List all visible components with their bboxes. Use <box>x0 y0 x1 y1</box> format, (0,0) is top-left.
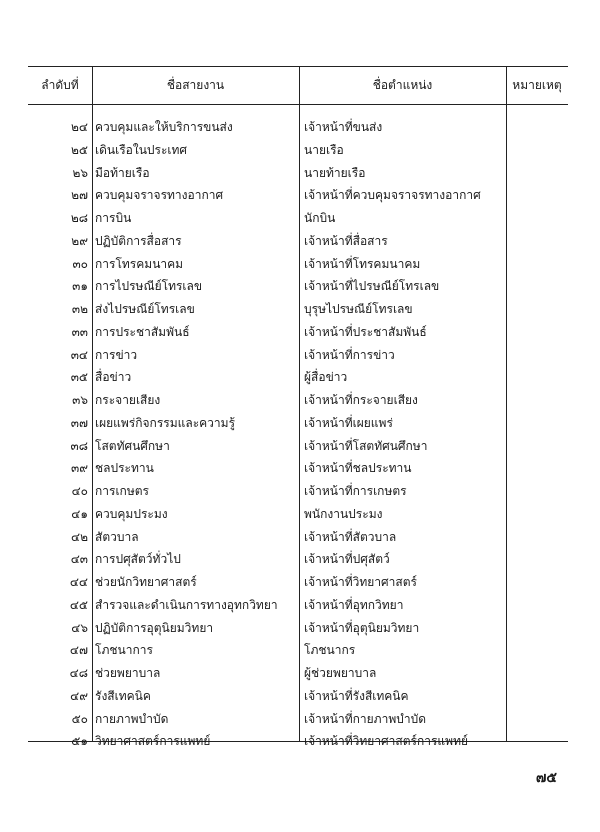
work-name-cell: กระจายเสียง <box>95 393 161 407</box>
position-name-cell: โภชนากร <box>304 643 356 658</box>
position-name-cell: เจ้าหน้าที่ปศุสัตว์ <box>304 552 390 567</box>
position-name-cell: เจ้าหน้าที่วิทยาศาสตร์การแพทย์ <box>304 734 469 749</box>
work-name-cell: เดินเรือในประเทศ <box>95 142 188 157</box>
table-row <box>0 161 600 183</box>
position-name-cell: เจ้าหน้าที่การข่าว <box>304 347 395 362</box>
row-number: ๓๓ <box>71 324 88 339</box>
position-name-cell: นักบิน <box>304 211 336 225</box>
page-number: ๗๕ <box>535 770 557 786</box>
position-name-cell: เจ้าหน้าที่กายภาพบำบัด <box>304 711 426 726</box>
row-number: ๔๐ <box>71 484 88 498</box>
position-name-cell: เจ้าหน้าที่อุตุนิยมวิทยา <box>304 620 420 635</box>
position-name-cell: เจ้าหน้าที่ประชาสัมพันธ์ <box>304 324 427 339</box>
work-name-cell: สำรวจและดำเนินการทางอุทกวิทยา <box>95 597 278 612</box>
table-row <box>0 229 600 251</box>
work-name-cell: ปฏิบัติการสื่อสาร <box>95 233 182 248</box>
work-name-cell: ควบคุมจราจรทางอากาศ <box>95 188 224 203</box>
row-number: ๓๒ <box>71 302 88 316</box>
table-row <box>0 274 600 296</box>
row-number: ๓๑ <box>72 279 88 294</box>
table-row <box>0 502 600 524</box>
row-number: ๔๖ <box>71 620 88 635</box>
table-row <box>0 183 600 205</box>
position-name-cell: เจ้าหน้าที่อุทกวิทยา <box>304 597 404 612</box>
header-work-name: ชื่อสายงาน <box>166 77 225 92</box>
work-name-cell: มือท้ายเรือ <box>95 165 150 180</box>
row-number: ๕๑ <box>71 734 88 749</box>
table-row <box>0 138 600 160</box>
table-row <box>0 434 600 456</box>
position-name-cell: นายเรือ <box>304 142 344 157</box>
work-name-cell: การข่าว <box>95 347 138 362</box>
position-name-cell: นายท้ายเรือ <box>304 165 366 180</box>
table-row <box>0 479 600 501</box>
position-name-cell: เจ้าหน้าที่ขนส่ง <box>304 120 383 134</box>
header-bottom-border <box>28 104 568 105</box>
table-row <box>0 206 600 228</box>
table-row <box>0 525 600 547</box>
position-name-cell: เจ้าหน้าที่ควบคุมจราจรทางอากาศ <box>304 188 481 203</box>
row-number: ๕๐ <box>71 711 88 726</box>
work-name-cell: ช่วยพยาบาล <box>95 666 161 680</box>
row-number: ๒๗ <box>71 188 88 203</box>
position-name-cell: เจ้าหน้าที่สื่อสาร <box>304 233 388 248</box>
table-top-border <box>28 66 568 67</box>
row-number: ๒๙ <box>71 233 88 248</box>
work-name-cell: การโทรคมนาคม <box>95 256 184 271</box>
table-row <box>0 365 600 387</box>
table-row <box>0 320 600 342</box>
row-number: ๓๙ <box>71 461 88 476</box>
row-number: ๓๗ <box>70 415 88 430</box>
row-number: ๓๕ <box>70 370 88 385</box>
work-name-cell: สื่อข่าว <box>95 370 132 385</box>
position-name-cell: ผู้ช่วยพยาบาล <box>304 666 377 680</box>
table-row <box>0 707 600 729</box>
position-name-cell: ผู้สื่อข่าว <box>304 370 348 385</box>
table-row <box>0 684 600 706</box>
header-position-name: ชื่อตำแหน่ง <box>372 77 433 92</box>
position-name-cell: พนักงานประมง <box>304 506 383 521</box>
work-name-cell: ชลประทาน <box>95 461 154 476</box>
row-number: ๓๖ <box>72 393 88 407</box>
work-name-cell: ควบคุมประมง <box>95 506 168 521</box>
work-name-cell: การบิน <box>95 211 132 225</box>
row-number: ๒๔ <box>71 120 88 134</box>
position-name-cell: เจ้าหน้าที่โทรคมนาคม <box>304 256 421 271</box>
table-row <box>0 115 600 137</box>
work-name-cell: การประชาสัมพันธ์ <box>95 324 190 339</box>
table-row <box>0 729 600 751</box>
table-row <box>0 456 600 478</box>
position-name-cell: เจ้าหน้าที่วิทยาศาสตร์ <box>304 575 417 589</box>
row-number: ๓๐ <box>72 256 88 271</box>
work-name-cell: เผยแพร่กิจกรรมและความรู้ <box>95 415 236 430</box>
position-name-cell: เจ้าหน้าที่ชลประทาน <box>304 461 412 476</box>
row-number: ๔๗ <box>69 643 88 658</box>
work-name-cell: กายภาพบำบัด <box>95 711 169 726</box>
row-number: ๒๘ <box>70 211 88 225</box>
header-order: ลำดับที่ <box>41 77 79 92</box>
row-number: ๔๕ <box>69 597 88 612</box>
table-row <box>0 411 600 433</box>
work-name-cell: การเกษตร <box>95 484 149 498</box>
position-name-cell: เจ้าหน้าที่กระจายเสียง <box>304 393 418 407</box>
row-number: ๒๕ <box>71 142 88 157</box>
work-name-cell: ช่วยนักวิทยาศาสตร์ <box>95 575 197 589</box>
position-name-cell: เจ้าหน้าที่รังสีเทคนิค <box>304 688 409 703</box>
table-row <box>0 570 600 592</box>
position-name-cell: เจ้าหน้าที่ไปรษณีย์โทรเลข <box>304 279 440 294</box>
work-name-cell: การปศุสัตว์ทั่วไป <box>95 552 181 567</box>
table-row <box>0 661 600 683</box>
work-name-cell: ปฏิบัติการอุตุนิยมวิทยา <box>95 620 214 635</box>
work-name-cell: ควบคุมและให้บริการขนส่ง <box>95 120 233 134</box>
work-name-cell: โภชนาการ <box>95 643 153 658</box>
table-row <box>0 388 600 410</box>
row-number: ๔๓ <box>70 552 88 567</box>
table-row <box>0 343 600 365</box>
position-name-cell: เจ้าหน้าที่สัตวบาล <box>304 529 397 544</box>
table-row <box>0 547 600 569</box>
position-name-cell: เจ้าหน้าที่โสตทัศนศึกษา <box>304 438 428 453</box>
row-number: ๒๖ <box>72 165 88 180</box>
table-row <box>0 616 600 638</box>
work-name-cell: สัตวบาล <box>95 529 139 544</box>
work-name-cell: โสตทัศนศึกษา <box>95 438 170 453</box>
row-number: ๔๔ <box>69 575 88 589</box>
row-number: ๔๑ <box>71 506 88 521</box>
table-row <box>0 297 600 319</box>
row-number: ๔๘ <box>69 666 88 680</box>
position-name-cell: เจ้าหน้าที่การเกษตร <box>304 484 407 498</box>
table-row <box>0 252 600 274</box>
work-name-cell: รังสีเทคนิค <box>95 688 151 703</box>
table-row <box>0 593 600 615</box>
work-name-cell: ส่งไปรษณีย์โทรเลข <box>95 302 195 316</box>
work-name-cell: วิทยาศาสตร์การแพทย์ <box>95 734 211 749</box>
row-number: ๔๙ <box>70 688 88 703</box>
position-name-cell: เจ้าหน้าที่เผยแพร่ <box>304 415 393 430</box>
position-name-cell: บุรุษไปรษณีย์โทรเลข <box>304 302 413 316</box>
work-name-cell: การไปรษณีย์โทรเลข <box>95 279 203 294</box>
header-remark: หมายเหตุ <box>512 77 562 92</box>
row-number: ๓๘ <box>70 438 88 453</box>
table-row <box>0 638 600 660</box>
row-number: ๔๒ <box>71 529 88 544</box>
row-number: ๓๔ <box>70 347 88 362</box>
